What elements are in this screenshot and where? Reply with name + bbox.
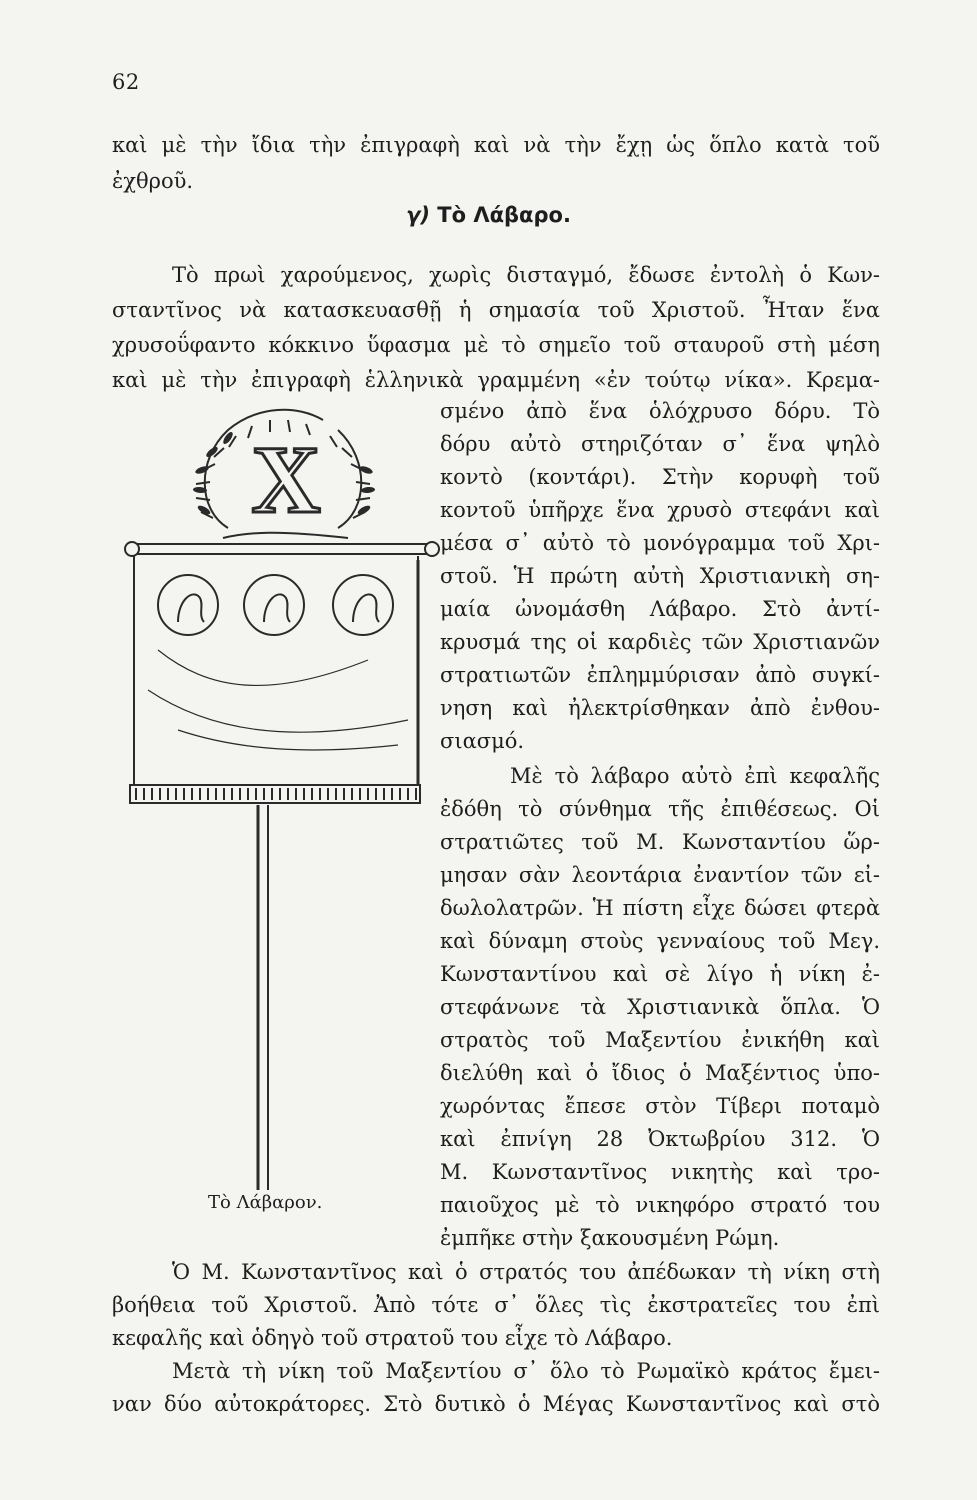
text-line: χωρόντας ἔπεσε στὸν Τίβερι ποταμὸ — [440, 1094, 880, 1118]
section-heading-title: Τὸ Λάβαρο. — [437, 203, 571, 227]
text-line: σιασμό. — [440, 729, 525, 753]
text-line: Μετὰ τὴ νίκη τοῦ Μαξεντίου σ᾽ ὅλο τὸ Ρωμαϊκὸ κράτος ἔμει- — [172, 1359, 880, 1383]
text-line: Μ. Κωνσταντῖνος νικητὴς καὶ τρο- — [440, 1160, 880, 1184]
text-line: καὶ μὲ τὴν ἴδια τὴν ἐπιγραφὴ καὶ νὰ τὴν ἔχῃ ὡς ὅπλο κατὰ τοῦ — [112, 133, 880, 157]
text-line: στεφάνωνε τὰ Χριστιανικὰ ὅπλα. Ὁ — [440, 995, 880, 1019]
pole — [258, 805, 268, 1190]
chi-monogram: Χ — [251, 426, 321, 533]
text-line: ἐμπῆκε στὴν ξακουσμένη Ρώμη. — [440, 1226, 780, 1250]
text-line: διελύθη καὶ ὁ ἴδιος ὁ Μαξέντιος ὑπο- — [440, 1061, 880, 1085]
text-line: Ὁ Μ. Κωνσταντῖνος καὶ ὁ στρατός του ἀπέδωκαν τὴ νίκη στὴ — [172, 1260, 880, 1284]
page-number: 62 — [112, 70, 140, 94]
text-line: βοήθεια τοῦ Χριστοῦ. Ἀπὸ τότε σ᾽ ὅλες τὶς ἐκστρατεῖες του ἐπὶ — [112, 1293, 880, 1317]
flag-banner — [134, 556, 418, 785]
text-line: κοντοῦ ὑπῆρχε ἕνα χρυσὸ στεφάνι καὶ — [440, 498, 880, 522]
text-line: Τὸ πρωὶ χαρούμενος, χωρὶς δισταγμό, ἔδωσε ἐντολὴ ὁ Κων- — [172, 263, 880, 287]
labarum-illustration — [118, 400, 448, 1200]
medallion-portraits — [158, 575, 393, 635]
section-heading — [0, 203, 977, 227]
text-line: χρυσοΰφαντο κόκκινο ὕφασμα μὲ τὸ σημεῖο τοῦ σταυροῦ στὴ μέση — [112, 333, 880, 357]
text-line: κεφαλῆς καὶ ὁδηγὸ τοῦ στρατοῦ του εἶχε τὸ Λάβαρο. — [112, 1326, 673, 1350]
figure-caption: Τὸ Λάβαρον. — [208, 1192, 323, 1213]
text-line: μέσα σ᾽ αὐτὸ τὸ μονόγραμμα τοῦ Χρι- — [440, 531, 880, 555]
text-line: καὶ ἐπνίγη 28 Ὀκτωβρίου 312. Ὁ — [440, 1127, 880, 1151]
text-line: σμένο ἀπὸ ἕνα ὁλόχρυσο δόρυ. Τὸ — [440, 399, 880, 423]
text-line: δόρυ αὐτὸ στηριζόταν σ᾽ ἕνα ψηλὸ — [440, 432, 880, 456]
section-heading-label: γ) — [406, 203, 430, 227]
text-line: Κωνσταντίνου καὶ σὲ λίγο ἡ νίκη ἐ- — [440, 962, 880, 986]
text-line: καὶ μὲ τὴν ἐπιγραφὴ ἑλληνικὰ γραμμένη «ἐν τούτῳ νίκα». Κρεμα- — [112, 368, 880, 392]
text-line: δωλολατρῶν. Ἡ πίστη εἶχε δώσει φτερὰ — [440, 896, 880, 920]
text-line: στρατὸς τοῦ Μαξεντίου ἐνικήθη καὶ — [440, 1028, 880, 1052]
text-line: στοῦ. Ἡ πρώτη αὐτὴ Χριστιανικὴ ση- — [440, 564, 880, 588]
fringe — [130, 785, 420, 803]
text-line: στρατιῶτες τοῦ Μ. Κωνσταντίου ὥρ- — [440, 830, 880, 854]
text-line: κρυσμά της οἱ καρδιὲς τῶν Χριστιανῶν — [440, 630, 880, 654]
text-line: μησαν σὰν λεοντάρια ἐναντίον τῶν εἰ- — [440, 863, 880, 887]
text-line: ναν δύο αὐτοκράτορες. Στὸ δυτικὸ ὁ Μέγας Κωνσταντῖνος καὶ στὸ — [112, 1392, 880, 1416]
text-line: ἐχθροῦ. — [112, 169, 194, 193]
text-line: κοντὸ (κοντάρι). Στὴν κορυφὴ τοῦ — [440, 465, 880, 489]
text-line: Μὲ τὸ λάβαρο αὐτὸ ἐπὶ κεφαλῆς — [510, 764, 880, 788]
text-line: καὶ δύναμη στοὺς γενναίους τοῦ Μεγ. — [440, 929, 880, 953]
flag-crossbar — [125, 542, 439, 556]
text-line: σταντῖνος νὰ κατασκευασθῇ ἡ σημασία τοῦ Χριστοῦ. Ἦταν ἕνα — [112, 298, 880, 322]
text-line: ἐδόθη τὸ σύνθημα τῆς ἐπιθέσεως. Οἱ — [440, 797, 880, 821]
text-line: στρατιωτῶν ἐπλημμύρισαν ἀπὸ συγκί- — [440, 663, 880, 687]
text-line: παιοῦχος μὲ τὸ νικηφόρο στρατό του — [440, 1193, 880, 1217]
text-line: νηση καὶ ἠλεκτρίσθηκαν ἀπὸ ἐνθου- — [440, 696, 880, 720]
text-line: μαία ὠνομάσθη Λάβαρο. Στὸ ἀντί- — [440, 597, 880, 621]
